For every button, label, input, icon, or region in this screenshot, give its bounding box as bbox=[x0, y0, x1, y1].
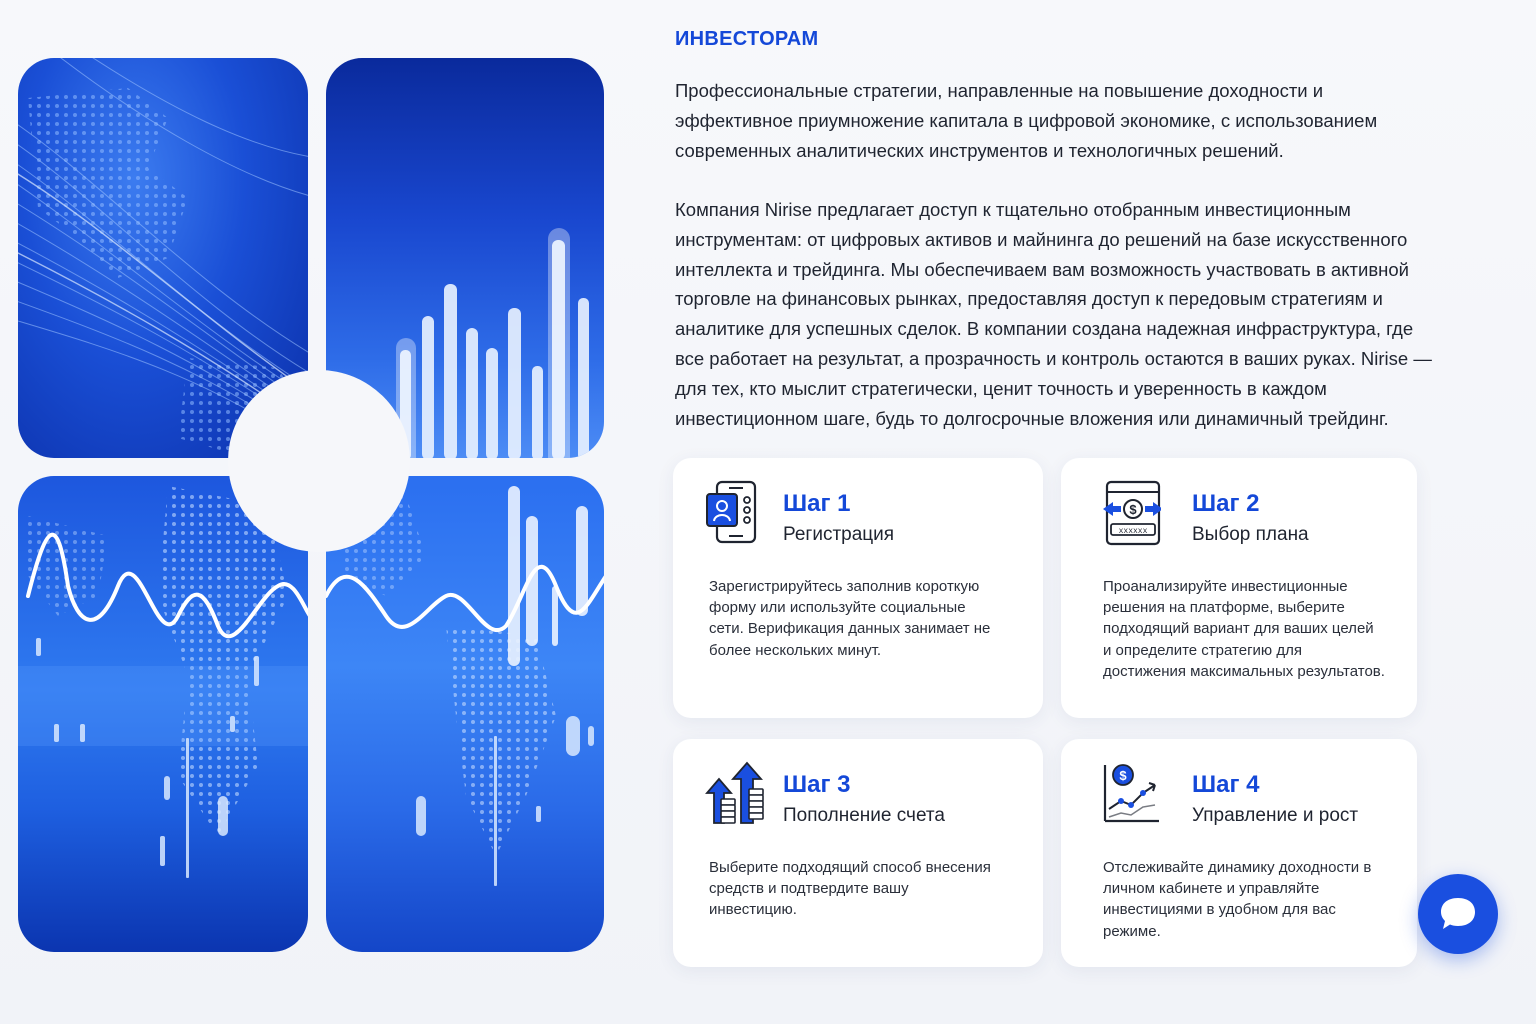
collage-panel-candles-map bbox=[326, 476, 604, 952]
step-card-2 bbox=[1061, 458, 1417, 718]
growth-arrows-coins-icon bbox=[705, 761, 761, 827]
mobile-registration-icon bbox=[705, 480, 761, 546]
step-subtitle: Выбор плана bbox=[1192, 524, 1309, 545]
section-label: ИНВЕСТОРАМ bbox=[675, 28, 819, 50]
step-description: Зарегистрируйтесь заполнив короткую форму или используйте социальные сети. Верификация данных занимает не более нескольких минут. bbox=[709, 578, 991, 659]
chat-bubble-icon bbox=[1438, 895, 1478, 933]
step-title: Шаг 4 bbox=[1192, 771, 1260, 798]
svg-text:$: $ bbox=[1119, 768, 1127, 783]
step-description: Проанализируйте инвестиционные решения на платформе, выберите подходящий вариант для ваших целей и определите стратегию для достижения максимальных результатов. bbox=[1103, 578, 1385, 680]
step-title: Шаг 2 bbox=[1192, 490, 1260, 517]
section-lead: Профессиональные стратегии, направленные на повышение доходности и эффективное приумножение капитала в цифровой экономике, с использованием современных аналитических инструментов и технологичных решений. bbox=[675, 80, 1378, 161]
step-card-4 bbox=[1061, 739, 1417, 967]
collage-panel-waveform-map bbox=[18, 476, 308, 952]
svg-text:xxxxxx: xxxxxx bbox=[1118, 527, 1148, 536]
step-description: Выберите подходящий способ внесения средств и подтвердите вашу инвестицию. bbox=[709, 859, 991, 919]
chat-button[interactable] bbox=[1418, 874, 1498, 954]
svg-text:$: $ bbox=[1129, 502, 1137, 517]
step-subtitle: Регистрация bbox=[783, 524, 895, 545]
growth-chart-icon bbox=[1101, 761, 1157, 827]
step-subtitle: Управление и рост bbox=[1192, 805, 1359, 826]
step-title: Шаг 1 bbox=[783, 490, 851, 517]
collage-center-cutout bbox=[228, 370, 410, 552]
step-description: Отслеживайте динамику доходности в личном кабинете и управляйте инвестициями в удобном для вас режиме. bbox=[1103, 859, 1372, 940]
step-subtitle: Пополнение счета bbox=[783, 805, 945, 826]
step-card-3 bbox=[673, 739, 1043, 967]
hero-collage bbox=[16, 56, 608, 954]
section-body: Компания Nirise предлагает доступ к тщательно отобранным инвестиционным инструментам: от цифровых активов и майнинга до решений на базе искусственного интеллекта и трейдинга. Мы обеспечиваем вам возможность участвовать в активной торговле на финансовых рынках, предоставляя доступ к передовым стратегиям и аналитике для успешных сделок. В компании создана надежная инфраструктура, где все работает на результат, а прозрачность и контроль остаются в ваших руках. Nirise — для тех, кто мыслит стратегически, ценит точность и уверенность в каждом инвестиционном шаге, будь то долгосрочные вложения или динамичный трейдинг. bbox=[675, 199, 1432, 429]
step-title: Шаг 3 bbox=[783, 771, 851, 798]
step-card-1 bbox=[673, 458, 1043, 718]
card-exchange-icon bbox=[1101, 480, 1157, 546]
